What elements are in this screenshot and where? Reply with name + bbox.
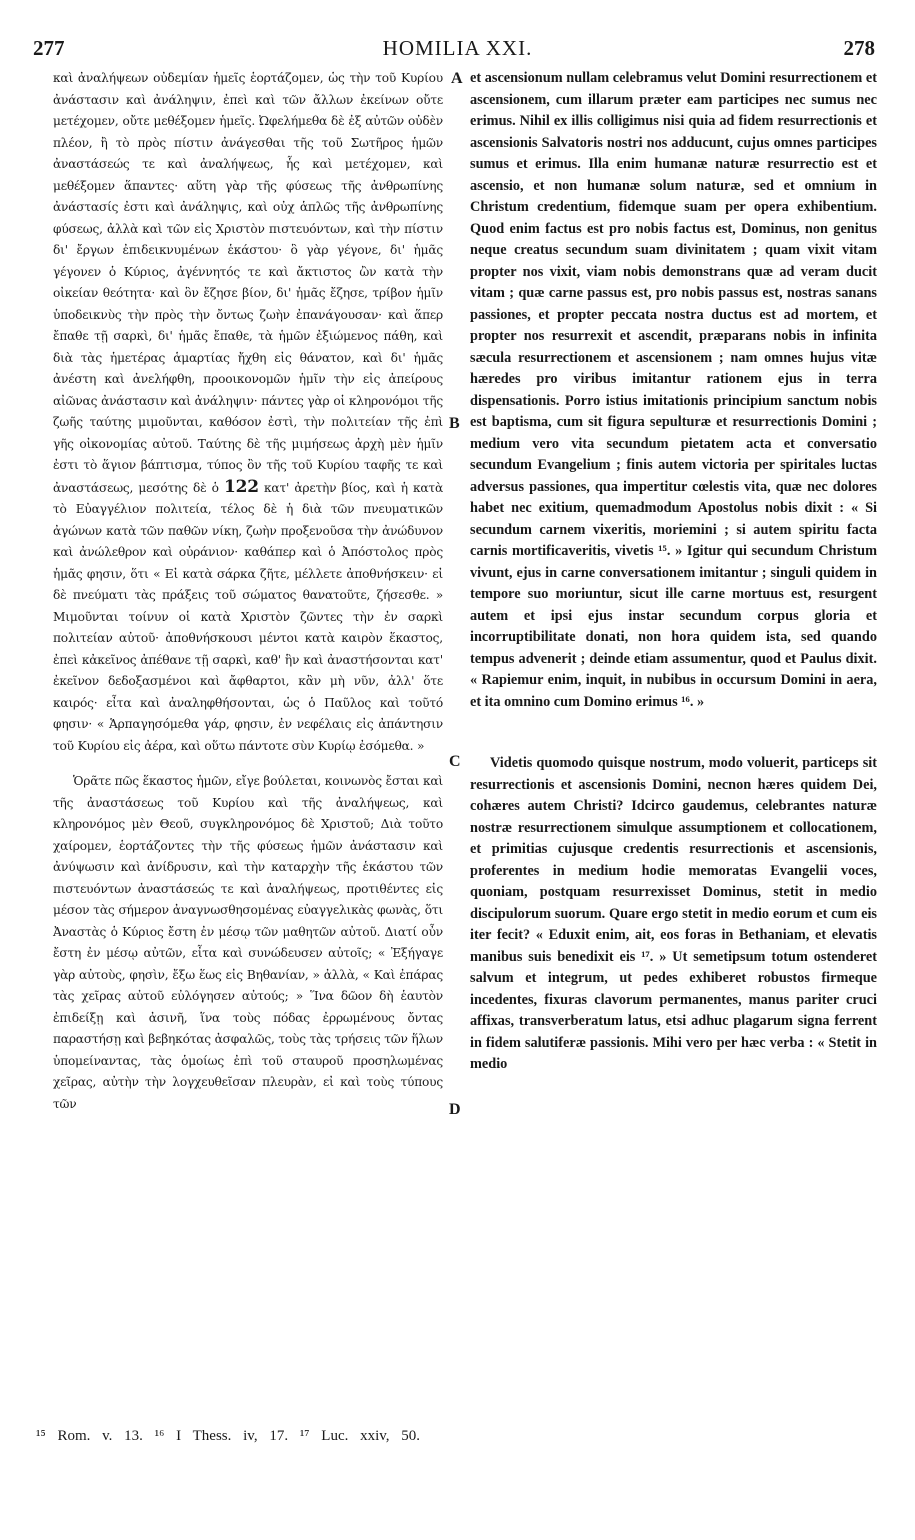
margin-letter-d: D <box>449 1101 461 1118</box>
greek-column <box>53 68 443 1115</box>
margin-letter-c: C <box>449 753 461 770</box>
latin-paragraph-2: Videtis quomodo quisque nostrum, modo voluerit, particeps sit resurrectionis et ascensionis Domini, necnon hæres quidem Dei, cohæres autem Christi? Idcirco gaudemus, celebrantes naturæ nostræ resurrectionem simulque assumptionem et collocationem, et primitias cujusque credentis resurrectionis et ascensionis, proferentes in medium hodie memoratas Evangelii voces, quoniam, postquam resurrexisset Dominus, stetit in medio discipulorum suorum. Quare ergo stetit in medio eorum et cum eis iter fecit? « Eduxit enim, ait, eos foras in Bethaniam, et elevatis manibus suis benedixit eis ¹⁷. » Ut semetipsum totum ostenderet salvum et integrum, ut pedes exhiberet robustos firmeque incedentes, fixuras clavorum permanentes, manus pariter cruci affixas, transverberatum latus, etsi adhuc plagarum signa ferrent in fidem salutiferæ passionis. Mihi vero per hæc verba : « Stetit in medio <box>470 755 877 1072</box>
page-number-right: 278 <box>843 36 875 60</box>
page-number-left: 277 <box>33 36 65 60</box>
greek-paragraph-1-part-b: κατ' ἀρετὴν βίος, καὶ ἡ κατὰ τὸ Εὐαγγέλιον πολιτεία, τέλος δὲ ἡ διὰ τῶν πνευματικῶν ἀγώνων κατὰ τῶν παθῶν νίκη, ζωὴν προξενοῦσα τὴν ἀνώδυνον καὶ ἀνώλεθρον καὶ οὐράνιον· καθάπερ καὶ ὁ Ἀπόστολος πρὸς ἡμᾶς φησιν, ὅτι « Εἰ κατὰ σάρκα ζῆτε, μέλλετε ἀποθνήσκειν· εἰ δὲ πνεύματι τὰς πράξεις τοῦ σώματος θανατοῦτε, ζήσεσθε. » Μιμοῦνται τοίνυν οἱ κατὰ Χριστὸν ζῶντες τὴν ἐν σαρκὶ πολιτείαν αὐτοῦ· ἀποθνήσκουσι μέντοι κατὰ καιρὸν ἕκαστος, ἐπεὶ κἀκεῖνος ἀπέθανε τῇ σαρκὶ, καθ' ἣν καὶ ἀναστήσονται κατ' ἐκεῖνον δεδοξασμένοι καὶ ἄφθαρτοι, κἂν μὴ νῦν, ἀλλ' ὅτε καιρός· εἶτα καὶ ἀναληφθήσονται, ὡς ὁ Παῦλος καὶ τοῦτό φησιν· « Ἁρπαγησόμεθα γάρ, φησιν, ἐν νεφέλαις εἰς ἀπάντησιν τοῦ Κυρίου εἰς ἀέρα, καὶ οὕτω πάντοτε σὺν Κυρίῳ ἐσόμεθα. » <box>53 480 444 753</box>
page-title: HOMILIA XXI. <box>382 36 533 60</box>
latin-paragraph-1: et ascensionum nullam celebramus velut Domini resurrectionem et ascensionem, cum illarum præter eam participes nec sumus nec erimus. Nihil ex illis colligimus nisi quia ad fidem resurrectionis et ascensionis Salvatoris nostri nos adducunt, cujus omnes participes sumus et erimus. Illa enim humanæ naturæ resurrectio est et ascensio, et non humanæ solum naturæ, sed et omnium in Christum credentium, fidemque suam per opera exhibentium. Quod enim factus est pro nobis factus est, Dominus, non genitus neque creatus secundum suam divinitatem ; quam vixit vitam propter nos vixit, viam nobis demonstrans quæ ad veram ducit vitam ; quæ carne passus est, pro nobis passus est, nostras sanans passiones, et propter peccata nostra ductus est ad mortem, et propter nos resurrexit et ascendit, præparans nobis in infinita sæcula resurrectionem et ascensionem ; nam omnes hujus vitæ hæredes pro viribus imitantur rationem ejus in terra dispensationis. Porro istius imitationis principium sanctum nobis est baptisma, cum sit figura sepulturæ et resurrectionis Domini ; medium vero vita secundum pietatem acta et conversatio secundum Evangelium ; finis autem victoria per spiritales luctas adversus passiones, qua impertitur cœlestis vita, quæ nec dolores habet nec exitium, quemadmodum Apostolus nobis dixit : « Si secundum carnem vixeritis, moriemini ; si autem spiritu facta carnis mortificaveritis, vivetis ¹⁵. » Igitur qui secundum Christum vivunt, ejus in carne conversationem imitantur ; singuli quidem in tempore suo moriuntur, sicut ille carne mortuus est, resurgent autem et ipsi ejus instar secundum corpus gloria et incorruptibilitate donati, non hora quidem ista, sed quando tempus advenerit ; deinde etiam assumentur, quod et Paulus dixit. « Rapiemur enim, inquit, in nubibus in occursum Domini in aera, et ita omnino cum Domino erimus ¹⁶. » <box>470 70 877 710</box>
margin-letter-a: A <box>451 70 463 87</box>
latin-column <box>470 68 877 1076</box>
greek-paragraph-1-part-a: καὶ ἀναλήψεων οὐδεμίαν ἡμεῖς ἑορτάζομεν, ὡς τὴν τοῦ Κυρίου ἀνάστασιν καὶ ἀνάληψιν, ἐπεὶ καὶ τῶν ἄλλων ἐκείνων οὔτε μετέχομεν, οὔτε μεθέξομεν ἡμεῖς. Ὠφελήμεθα δὲ ἐξ αὐτῶν οὐδὲν πλέον, ἢ τὸ πρὸς πίστιν ἀνάγεσθαι τῆς τοῦ Σωτῆρος ἡμῶν ἀναστάσεώς τε καὶ ἀναλήψεως, ἧς καὶ μετέχομεν, καὶ μεθέξομεν ἅπαντες· αὕτη γὰρ τῆς φύσεως τῆς ἀνθρωπίνης ἀνάστασίς ἐστι καὶ ἀνάληψις, καὶ οὐχ ἁπλῶς τῆς ἀνθρωπίνης φύσεως, ἀλλὰ καὶ τῶν εἰς Χριστὸν πιστευόντων, καὶ τὴν πίστιν δι' ἔργων ἐπιδεικνυμένων ἑκάστου· ὃ γὰρ γέγονε, δι' ἡμᾶς γέγονεν ὁ Κύριος, ἀγέννητός τε καὶ ἄκτιστος ὢν κατὰ τὴν οἰκείαν θεότητα· καὶ ὃν ἔζησε βίον, δι' ἡμᾶς ἔζησε, τρίβον ἡμῖν ὑποδεικνὺς τὴν πρὸς τὴν ὄντως ζωὴν ἐπανάγουσαν· καὶ ἅπερ ἔπαθε τῇ σαρκὶ, δι' ἡμᾶς ἔπαθε, τὰ ἡμῶν ἐξιώμενος πάθη, καὶ διὰ τὰς ἡμετέρας ἁμαρτίας ἤχθη εἰς θάνατον, καὶ δι' ἡμᾶς ἀνέστη καὶ ἀνελήφθη, προοικονομῶν ἡμῖν τὴν εἰς ἀπείρους αἰῶνας ἀνάστασιν καὶ ἀνάληψιν· πάντες γὰρ οἱ κληρονόμοι τῆς ζωῆς ταύτης μιμοῦνται, καθόσον ἐστὶ, τὴν πολιτείαν τῆς ἐπὶ γῆς οἰκονομίας αὐτοῦ. Ταύτης δὲ τῆς μιμήσεως ἀρχὴ μὲν ἡμῖν ἐστι τὸ ἅγιον βάπτισμα, τύπος ὂν τῆς τοῦ Κυρίου ταφῆς τε καὶ ἀναστάσεως, μεσότης δὲ ὁ <box>53 71 443 495</box>
margin-letter-b: B <box>449 415 460 432</box>
footnotes: ¹⁵ Rom. v. 13. ¹⁶ I Thess. iv, 17. ¹⁷ Luc. xxiv, 50. <box>36 1428 421 1444</box>
greek-paragraph-2: Ὁρᾶτε πῶς ἕκαστος ἡμῶν, εἴγε βούλεται, κοινωνὸς ἔσται καὶ τῆς ἀναστάσεως τοῦ Κυρίου καὶ τῆς ἀναλήψεως, καὶ κληρονόμος μὲν Θεοῦ, συγκληρονόμος δὲ Χριστοῦ; Διὰ τοῦτο χαίρομεν, ἑορτάζοντες τὴν τῆς φύσεως ἡμῶν ἀνάστασιν καὶ ἀνύψωσιν καὶ ἀνίδρυσιν, καὶ τὴν καταρχὴν τῆς ἑκάστου τῶν πιστευόντων ἀναστάσεώς τε καὶ ἀναλήψεως, προτιθέντες εἰς μέσον τὰς σήμερον ἀναγνωσθησομένας εὐαγγελικὰς φωνὰς, ὅτι Ἀναστὰς ὁ Κύριος ἔστη ἐν μέσῳ τῶν μαθητῶν αὐτοῦ. Διατί οὖν ἔστη ἐν μέσῳ αὐτῶν, εἶτα καὶ συνώδευσεν αὐτοῖς; « Ἐξήγαγε γὰρ αὐτοὺς, φησὶν, ἔξω ἕως εἰς Βηθανίαν, » ἀλλὰ, « Καὶ ἐπάρας τὰς χεῖρας αὐτοῦ εὐλόγησεν αὐτούς; » Ἵνα δῶον δὴ ἑαυτὸν ἐπιδείξῃ καὶ ἀσινῆ, ἵνα τοὺς πόδας ἐρρωμένους ὄντας παραστήσῃ καὶ βεβηκότας ἀσφαλῶς, τοὺς τὰς τρήσεις τῶν ἥλων ὑπομείναντας, τὰς ὁμοίως ἐπὶ τοῦ σταυροῦ προσηλωμένας χεῖρας, αὐτὴν τὴν λογχευθεῖσαν πλευρὰν, εἰ καὶ τοὺς τύπους τῶν <box>53 774 443 1111</box>
column-number-marker: 122 <box>223 476 259 497</box>
greek-paragraph-1 <box>53 68 443 757</box>
